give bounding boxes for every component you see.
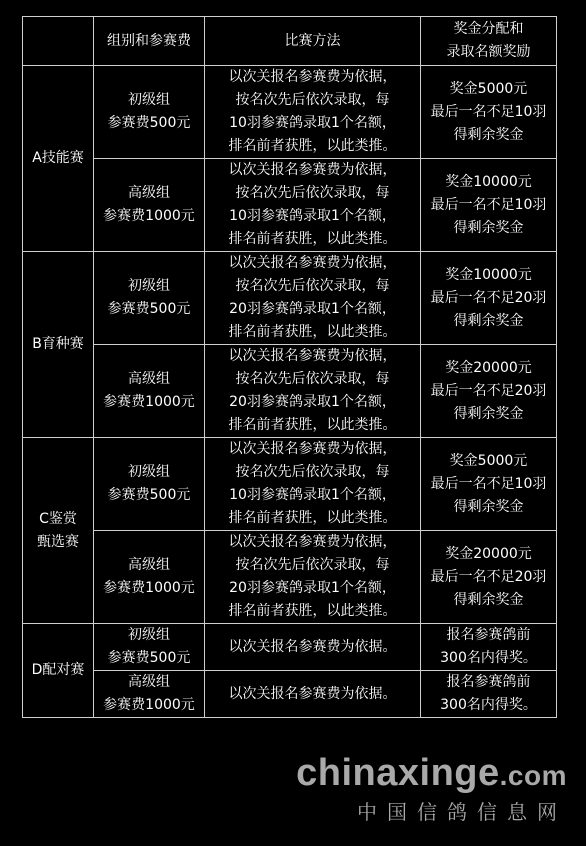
method-cell: 以次关报名参赛费为依据。 — [205, 671, 421, 718]
competition-table — [22, 16, 557, 718]
watermark-domain — [0, 752, 567, 795]
prize-cell: 奖金10000元 最后一名不足10羽 得剩余奖金 — [421, 159, 557, 252]
group-cell: 高级组 参赛费1000元 — [94, 531, 205, 624]
header-cell-group: 组别和参赛费 — [94, 17, 205, 66]
group-cell: 高级组 参赛费1000元 — [94, 671, 205, 718]
header-cell-category — [23, 17, 94, 66]
category-cell: D配对赛 — [23, 624, 94, 718]
method-cell: 以次关报名参赛费为依据， 按名次先后依次录取，每 20羽参赛鸽录取1个名额， 排名前者获胜，以此类推。 — [205, 531, 421, 624]
table-row — [23, 624, 557, 671]
watermark-domain-suffix: .com — [499, 760, 567, 791]
prize-cell: 奖金20000元 最后一名不足20羽 得剩余奖金 — [421, 345, 557, 438]
table-row — [23, 66, 557, 159]
header-cell-method: 比赛方法 — [205, 17, 421, 66]
header-row — [23, 17, 557, 66]
method-cell: 以次关报名参赛费为依据， 按名次先后依次录取，每 20羽参赛鸽录取1个名额， 排名前者获胜，以此类推。 — [205, 252, 421, 345]
prize-cell: 奖金20000元 最后一名不足20羽 得剩余奖金 — [421, 531, 557, 624]
header-cell-prize: 奖金分配和 录取名额奖励 — [421, 17, 557, 66]
watermark-site-name: 中国信鸽信息网 — [357, 800, 567, 824]
prize-cell: 奖金5000元 最后一名不足10羽 得剩余奖金 — [421, 438, 557, 531]
method-cell: 以次关报名参赛费为依据， 按名次先后依次录取，每 10羽参赛鸽录取1个名额， 排名前者获胜，以此类推。 — [205, 66, 421, 159]
table-row — [23, 252, 557, 345]
table-row — [23, 531, 557, 624]
prize-cell: 报名参赛鸽前 300名内得奖。 — [421, 624, 557, 671]
group-cell: 初级组 参赛费500元 — [94, 252, 205, 345]
prize-cell: 奖金10000元 最后一名不足20羽 得剩余奖金 — [421, 252, 557, 345]
category-cell: A技能赛 — [23, 66, 94, 252]
table-row — [23, 438, 557, 531]
category-cell: C鉴赏 甄选赛 — [23, 438, 94, 624]
table-row — [23, 159, 557, 252]
group-cell: 高级组 参赛费1000元 — [94, 159, 205, 252]
method-cell: 以次关报名参赛费为依据， 按名次先后依次录取，每 10羽参赛鸽录取1个名额， 排名前者获胜，以此类推。 — [205, 159, 421, 252]
prize-cell: 奖金5000元 最后一名不足10羽 得剩余奖金 — [421, 66, 557, 159]
watermark-domain-main: chinaxinge — [296, 752, 500, 794]
group-cell: 初级组 参赛费500元 — [94, 66, 205, 159]
category-cell: B育种赛 — [23, 252, 94, 438]
method-cell: 以次关报名参赛费为依据， 按名次先后依次录取，每 10羽参赛鸽录取1个名额， 排名前者获胜，以此类推。 — [205, 438, 421, 531]
group-cell: 初级组 参赛费500元 — [94, 624, 205, 671]
group-cell: 高级组 参赛费1000元 — [94, 345, 205, 438]
table-row — [23, 671, 557, 718]
group-cell: 初级组 参赛费500元 — [94, 438, 205, 531]
table-row — [23, 345, 557, 438]
method-cell: 以次关报名参赛费为依据。 — [205, 624, 421, 671]
method-cell: 以次关报名参赛费为依据， 按名次先后依次录取，每 20羽参赛鸽录取1个名额， 排名前者获胜，以此类推。 — [205, 345, 421, 438]
prize-cell: 报名参赛鸽前 300名内得奖。 — [421, 671, 557, 718]
